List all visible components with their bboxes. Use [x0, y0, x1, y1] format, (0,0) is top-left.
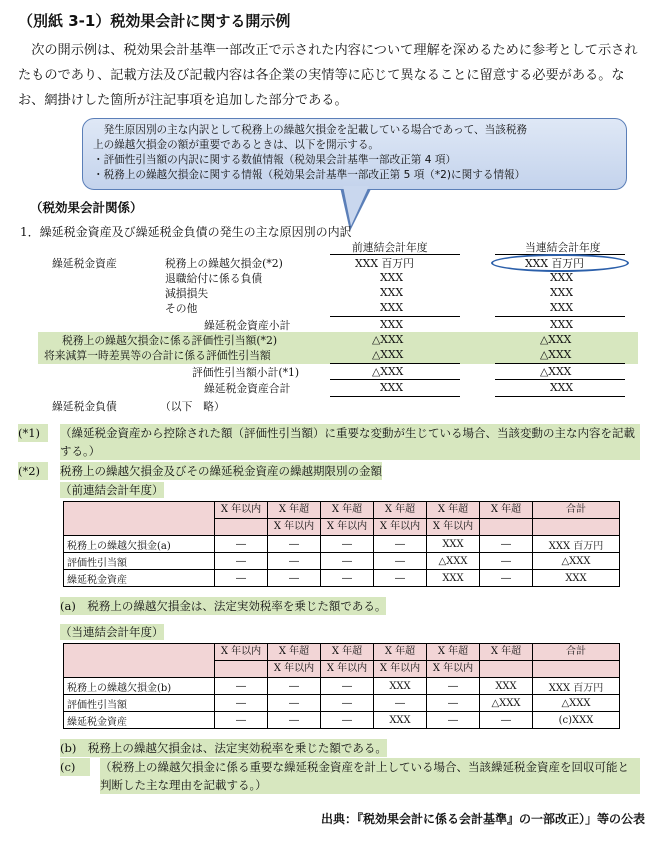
row-curr: XXX — [550, 286, 574, 299]
cell: ― — [268, 678, 321, 695]
intro-text: 次の開示例は、税効果会計基準一部改正で示された内容について理解を深めるために参考として示されたものであり、記載方法及び記載内容は各企業の実情等に応じて異なることに留意する必要がある。なお、網掛けした箇所が注記事項を追加した部分である。 — [18, 43, 638, 108]
label-dta: 繰延税金資産 — [52, 257, 117, 270]
row-label: 繰延税金資産 — [64, 570, 215, 587]
cell: ― — [215, 695, 268, 712]
table-header-row — [64, 502, 620, 519]
cell: ― — [427, 695, 480, 712]
cell: XXX — [427, 536, 480, 553]
row-curr: △XXX — [540, 333, 572, 346]
header-cell: X 年以内 — [268, 661, 321, 678]
note-c-mark: (c) — [60, 758, 90, 776]
header-cell — [480, 519, 533, 536]
header-cell: 合計 — [533, 502, 620, 519]
header-cell: X 年超 — [321, 644, 374, 661]
cell: ― — [480, 570, 533, 587]
row-label: 税務上の繰越欠損金(b) — [64, 678, 215, 695]
row-prev: △XXX — [372, 348, 404, 361]
cell: ― — [215, 570, 268, 587]
cell: △XXX — [533, 553, 620, 570]
cell: ― — [374, 553, 427, 570]
row-label: 繰延税金資産合計 — [204, 382, 291, 395]
cell: ― — [268, 536, 321, 553]
header-cell: X 年超 — [268, 502, 321, 519]
cell: ― — [427, 712, 480, 729]
header-cell: 合計 — [533, 644, 620, 661]
row-prev: △XXX — [372, 333, 404, 346]
row-prev: △XXX — [372, 365, 404, 378]
cell: ― — [374, 536, 427, 553]
row-label: 退職給付に係る負債 — [165, 272, 263, 285]
highlight-ellipse — [491, 254, 629, 272]
table-row — [64, 678, 620, 695]
row-label: 税務上の繰越欠損金(a) — [64, 536, 215, 553]
header-cell — [215, 519, 268, 536]
cell: XXX — [374, 678, 427, 695]
dtl-note: （以下 略） — [160, 400, 225, 413]
cell: ― — [321, 570, 374, 587]
header-cell — [533, 661, 620, 678]
cell: XXX — [480, 678, 533, 695]
callout-line-4: ・税務上の繰越欠損金に関する情報（税効果会計基準一部改正第 5 項（*2)に関する情報） — [93, 169, 526, 181]
header-cell: X 年超 — [374, 502, 427, 519]
cell: ― — [321, 536, 374, 553]
cell: ― — [215, 553, 268, 570]
note-c-text: （税務上の繰越欠損金に係る重要な繰延税金資産を計上している場合、当該繰延税金資産を回収可能と判断した主な理由を記載する。） — [100, 758, 640, 794]
row-curr: △XXX — [540, 348, 572, 361]
row-label: 税務上の繰越欠損金(*2) — [165, 257, 283, 270]
note-a: (a) 税務上の繰越欠損金は、法定実効税率を乗じた額である。 — [60, 599, 387, 613]
table-header-row — [64, 644, 620, 661]
cell: △XXX — [480, 695, 533, 712]
header-cell: X 年超 — [480, 644, 533, 661]
header-cell: X 年超 — [427, 644, 480, 661]
row-prev: XXX 百万円 — [355, 257, 414, 270]
header-cell — [533, 519, 620, 536]
header-cell: X 年超 — [427, 502, 480, 519]
cell: ― — [321, 678, 374, 695]
row-prev: XXX — [380, 381, 404, 394]
callout-line-3: ・評価性引当額の内訳に関する数値情報（税効果会計基準一部改正第 4 項） — [93, 154, 457, 166]
header-cell — [215, 661, 268, 678]
callout-tail-fill — [343, 186, 369, 226]
cell: ― — [268, 712, 321, 729]
col-prev-header: 前連結会計年度 — [352, 241, 428, 254]
table-row — [64, 553, 620, 570]
note-1-mark: (*1) — [18, 424, 48, 442]
table-row — [64, 712, 620, 729]
callout-line-2: 上の繰越欠損金の額が重要であるときは、以下を開示する。 — [93, 139, 380, 151]
cell: △XXX — [533, 695, 620, 712]
row-label: 評価性引当額小計(*1) — [192, 366, 300, 379]
callout-line-1: 発生原因別の主な内訳として税務上の繰越欠損金を記載している場合であって、当該税務 — [103, 124, 528, 136]
prev-year-table — [63, 501, 620, 587]
row-curr: XXX — [550, 381, 574, 394]
cell: XXX — [533, 570, 620, 587]
header-cell: X 年以内 — [321, 661, 374, 678]
header-cell: X 年超 — [480, 502, 533, 519]
row-curr: △XXX — [540, 365, 572, 378]
row-prev: XXX — [380, 271, 404, 284]
row-label: 将来減算一時差異等の合計に係る評価性引当額 — [44, 349, 271, 362]
note-b: (b) 税務上の繰越欠損金は、法定実効税率を乗じた額である。 — [60, 741, 387, 755]
row-prev: XXX — [380, 286, 404, 299]
header-cell: X 年以内 — [374, 661, 427, 678]
item-1-heading: 1．繰延税金資産及び繰延税金負債の発生の主な原因別の内訳 — [20, 225, 352, 239]
cell: ― — [321, 553, 374, 570]
cell: ― — [268, 570, 321, 587]
row-label: 評価性引当額 — [64, 695, 215, 712]
cell: ― — [321, 695, 374, 712]
header-cell: X 年超 — [268, 644, 321, 661]
cell: ― — [215, 536, 268, 553]
cell: XXX 百万円 — [533, 536, 620, 553]
row-label: その他 — [165, 302, 198, 315]
callout-box — [82, 118, 627, 190]
section-title: （税効果会計関係） — [30, 200, 143, 215]
row-label: 減損損失 — [165, 287, 209, 300]
header-cell: X 年以内 — [374, 519, 427, 536]
cell: ― — [480, 536, 533, 553]
row-label: 繰延税金資産小計 — [204, 319, 291, 332]
cell: XXX — [427, 570, 480, 587]
cell: △XXX — [427, 553, 480, 570]
cell: ― — [268, 695, 321, 712]
cell: XXX 百万円 — [533, 678, 620, 695]
header-cell — [480, 661, 533, 678]
header-cell: X 年以内 — [427, 519, 480, 536]
header-cell: X 年以内 — [321, 519, 374, 536]
header-cell: X 年以内 — [268, 519, 321, 536]
row-label: 繰延税金資産 — [64, 712, 215, 729]
header-cell: X 年超 — [374, 644, 427, 661]
cell: ― — [480, 553, 533, 570]
header-cell: X 年超 — [321, 502, 374, 519]
cell: ― — [374, 570, 427, 587]
note-2-mark: (*2) — [18, 462, 48, 480]
row-label: 税務上の繰越欠損金に係る評価性引当額(*2) — [62, 334, 278, 347]
row-prev: XXX — [380, 301, 404, 314]
cell: ― — [215, 712, 268, 729]
intro-paragraph — [18, 38, 648, 113]
table-row — [64, 695, 620, 712]
source-citation: 出典：『税効果会計に係る会計基準』の一部改正）」等の公表 — [320, 812, 645, 826]
cell: ― — [374, 695, 427, 712]
prev-year-label: （前連結会計年度） — [60, 483, 164, 497]
curr-year-label: （当連結会計年度） — [60, 625, 164, 639]
note-2-text: 税務上の繰越欠損金及びその繰延税金資産の繰越期限別の金額 — [60, 464, 382, 478]
row-curr: XXX — [550, 271, 574, 284]
cell: XXX — [374, 712, 427, 729]
cell: ― — [321, 712, 374, 729]
table-row — [64, 570, 620, 587]
row-prev: XXX — [380, 318, 404, 331]
header-cell: X 年以内 — [215, 502, 268, 519]
cell: ― — [215, 678, 268, 695]
row-curr: XXX — [550, 318, 574, 331]
col-curr-header: 当連結会計年度 — [525, 241, 601, 254]
row-label: 評価性引当額 — [64, 553, 215, 570]
table-row — [64, 536, 620, 553]
label-dtl: 繰延税金負債 — [52, 400, 117, 413]
cell: ― — [480, 712, 533, 729]
cell: ― — [427, 678, 480, 695]
row-curr: XXX 百万円 — [525, 257, 584, 270]
header-cell: X 年以内 — [427, 661, 480, 678]
header-cell: X 年以内 — [215, 644, 268, 661]
note-1-text: （繰延税金資産から控除された額（評価性引当額）に重要な変動が生じている場合、当該変動の主な内容を記載する。） — [60, 424, 640, 460]
page-title: （別紙 3-1）税効果会計に関する開示例 — [18, 12, 291, 30]
cell: ― — [268, 553, 321, 570]
cell: (c)XXX — [533, 712, 620, 729]
curr-year-table — [63, 643, 620, 729]
row-curr: XXX — [550, 301, 574, 314]
